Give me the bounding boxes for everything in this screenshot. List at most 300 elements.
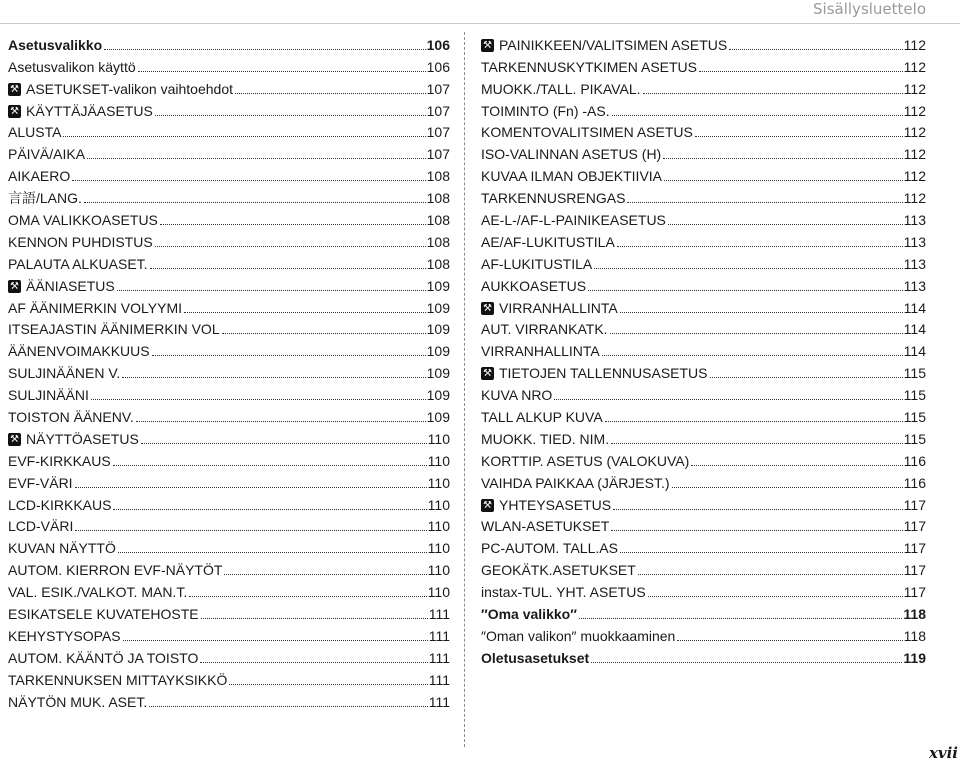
toc-entry-label-wrap bbox=[481, 146, 661, 163]
dot-leader bbox=[643, 93, 903, 94]
toc-entry-page: 115 bbox=[903, 430, 926, 447]
toc-entry[interactable] bbox=[8, 207, 450, 229]
toc-entry-label: ″Oma valikko″ bbox=[481, 606, 577, 623]
toc-entry-page: 116 bbox=[903, 474, 926, 491]
toc-entry-label: VAIHDA PAIKKAA (JÄRJEST.) bbox=[481, 474, 670, 491]
toc-entry-page: 113 bbox=[903, 233, 926, 250]
toc-entry-label-wrap bbox=[481, 365, 708, 382]
toc-entry-label: TIETOJEN TALLENNUSASETUS bbox=[499, 365, 708, 382]
toc-entry[interactable] bbox=[481, 448, 926, 470]
toc-entry-label-wrap bbox=[8, 475, 73, 492]
settings-wrench-icon: ⚒ bbox=[8, 83, 21, 96]
dot-leader bbox=[588, 290, 903, 291]
toc-entry-label: AF ÄÄNIMERKIN VOLYYMI bbox=[8, 299, 182, 316]
toc-entry-page: 110 bbox=[427, 540, 450, 557]
toc-entry-page: 110 bbox=[427, 562, 450, 579]
toc-entry-label-wrap bbox=[8, 190, 82, 207]
toc-entry[interactable] bbox=[481, 579, 926, 601]
toc-entry-label: KUVA NRO bbox=[481, 387, 553, 404]
toc-entry-label-wrap bbox=[481, 321, 608, 338]
dot-leader bbox=[160, 224, 426, 225]
toc-entry-page: 112 bbox=[903, 58, 926, 75]
toc-entry-page: 106 bbox=[426, 36, 450, 53]
toc-entry-label-wrap bbox=[8, 124, 61, 141]
toc-entry[interactable] bbox=[8, 689, 450, 711]
toc-entry-label: TARKENNUSRENGAS bbox=[481, 190, 626, 207]
dot-leader bbox=[91, 399, 426, 400]
toc-entry-label-wrap bbox=[481, 256, 592, 273]
dot-leader bbox=[113, 465, 427, 466]
toc-entry[interactable] bbox=[8, 557, 450, 579]
toc-entry[interactable] bbox=[481, 382, 926, 404]
toc-entry[interactable] bbox=[481, 32, 926, 54]
toc-entry-label-wrap bbox=[8, 584, 187, 601]
toc-entry-page: 107 bbox=[426, 146, 450, 163]
toc-entry[interactable] bbox=[8, 251, 450, 273]
toc-entry-label: KENNON PUHDISTUS bbox=[8, 233, 153, 250]
toc-entry-label-wrap bbox=[8, 409, 134, 426]
toc-entry[interactable] bbox=[481, 54, 926, 76]
dot-leader bbox=[155, 246, 426, 247]
dot-leader bbox=[591, 662, 902, 663]
toc-entry-label: MUOKK./TALL. PIKAVAL. bbox=[481, 80, 641, 97]
toc-entry-label-wrap bbox=[481, 431, 609, 448]
toc-entry[interactable] bbox=[481, 338, 926, 360]
toc-entry[interactable] bbox=[8, 32, 450, 54]
toc-entry[interactable] bbox=[8, 470, 450, 492]
toc-entry[interactable] bbox=[8, 404, 450, 426]
toc-entry-page: 112 bbox=[903, 168, 926, 185]
toc-entry[interactable] bbox=[481, 207, 926, 229]
dot-leader bbox=[620, 552, 903, 553]
toc-column-left bbox=[8, 32, 450, 711]
toc-entry-page: 111 bbox=[428, 606, 450, 623]
toc-entry-label-wrap bbox=[8, 628, 121, 645]
toc-entry-label: EVF-VÄRI bbox=[8, 474, 73, 491]
toc-entry[interactable] bbox=[481, 623, 926, 645]
toc-entry-label: PALAUTA ALKUASET. bbox=[8, 255, 148, 272]
toc-entry-page: 113 bbox=[903, 212, 926, 229]
dot-leader bbox=[605, 421, 903, 422]
toc-entry-label: PÄIVÄ/AIKA bbox=[8, 146, 86, 163]
toc-entry-label-wrap bbox=[8, 37, 102, 54]
toc-entry[interactable] bbox=[8, 535, 450, 557]
toc-entry[interactable] bbox=[8, 667, 450, 689]
toc-entry-label-wrap bbox=[481, 212, 666, 229]
toc-entry-page: 108 bbox=[426, 233, 450, 250]
toc-entry[interactable] bbox=[8, 601, 450, 623]
toc-entry-label-wrap bbox=[8, 234, 153, 251]
toc-entry[interactable] bbox=[481, 295, 926, 317]
toc-entry-page: 112 bbox=[903, 190, 926, 207]
dot-leader bbox=[610, 333, 903, 334]
toc-entry-page: 109 bbox=[426, 365, 450, 382]
toc-entry-label: EVF-KIRKKAUS bbox=[8, 452, 111, 469]
dot-leader bbox=[138, 71, 426, 72]
toc-entry[interactable] bbox=[481, 251, 926, 273]
toc-entry[interactable] bbox=[481, 76, 926, 98]
toc-entry-label: VIRRANHALLINTA bbox=[499, 299, 618, 316]
toc-entry-label: AF-LUKITUSTILA bbox=[481, 255, 593, 272]
toc-entry-label: PAINIKKEEN/VALITSIMEN ASETUS bbox=[499, 36, 728, 53]
dot-leader bbox=[627, 202, 902, 203]
dot-leader bbox=[235, 93, 426, 94]
toc-entry-label: TARKENNUKSEN MITTAYKSIKKÖ bbox=[8, 671, 228, 688]
toc-entry-label-wrap bbox=[481, 37, 727, 54]
toc-entry-label: NÄYTÖN MUK. ASET. bbox=[8, 693, 148, 710]
toc-entry[interactable] bbox=[481, 273, 926, 295]
toc-entry[interactable] bbox=[481, 163, 926, 185]
toc-entry-label: instax-TUL. YHT. ASETUS bbox=[481, 584, 646, 601]
dot-leader bbox=[104, 49, 425, 50]
toc-entry-page: 107 bbox=[426, 80, 450, 97]
toc-entry-label: ″Oman valikon″ muokkaaminen bbox=[481, 627, 676, 644]
toc-entry-label-wrap bbox=[8, 650, 198, 667]
toc-entry-label-wrap bbox=[8, 321, 220, 338]
toc-entry-label-wrap bbox=[8, 453, 111, 470]
dot-leader bbox=[611, 530, 902, 531]
toc-entry-label: 言語/LANG. bbox=[8, 190, 82, 207]
toc-entry-page: 114 bbox=[903, 321, 926, 338]
toc-entry[interactable] bbox=[481, 645, 926, 667]
toc-entry[interactable] bbox=[481, 601, 926, 623]
dot-leader bbox=[672, 487, 903, 488]
dot-leader bbox=[648, 596, 903, 597]
toc-entry[interactable] bbox=[8, 338, 450, 360]
toc-entry[interactable] bbox=[8, 492, 450, 514]
toc-entry-label-wrap bbox=[8, 212, 158, 229]
toc-entry-page: 118 bbox=[903, 606, 926, 623]
toc-entry-label: AE/AF-LUKITUSTILA bbox=[481, 233, 615, 250]
toc-entry-page: 109 bbox=[426, 321, 450, 338]
dot-leader bbox=[691, 465, 902, 466]
settings-wrench-icon: ⚒ bbox=[481, 367, 494, 380]
toc-entry[interactable] bbox=[8, 185, 450, 207]
settings-wrench-icon: ⚒ bbox=[481, 499, 494, 512]
toc-entry-label: WLAN-ASETUKSET bbox=[481, 518, 610, 535]
toc-entry[interactable] bbox=[8, 645, 450, 667]
toc-entry-label: ESIKATSELE KUVATEHOSTE bbox=[8, 606, 199, 623]
toc-entry-label: Oletusasetukset bbox=[481, 649, 590, 666]
settings-wrench-icon: ⚒ bbox=[481, 39, 494, 52]
toc-entry-page: 112 bbox=[903, 80, 926, 97]
toc-entry[interactable] bbox=[8, 579, 450, 601]
toc-entry-label-wrap bbox=[8, 59, 136, 76]
toc-entry-page: 111 bbox=[428, 671, 450, 688]
toc-entry-page: 117 bbox=[903, 562, 926, 579]
toc-entry-page: 118 bbox=[903, 627, 926, 644]
toc-entry-label-wrap bbox=[8, 497, 111, 514]
dot-leader bbox=[699, 71, 903, 72]
dot-leader bbox=[149, 706, 427, 707]
toc-entry-page: 115 bbox=[903, 409, 926, 426]
toc-entry-label-wrap bbox=[481, 606, 577, 623]
dot-leader bbox=[602, 355, 903, 356]
toc-entry-page: 111 bbox=[428, 649, 450, 666]
toc-entry[interactable] bbox=[8, 141, 450, 163]
toc-entry-label: AE-L-/AF-L-PAINIKEASETUS bbox=[481, 212, 666, 229]
toc-entry-label-wrap bbox=[8, 300, 182, 317]
toc-entry-label-wrap bbox=[481, 540, 618, 557]
dot-leader bbox=[113, 509, 426, 510]
toc-entry-label-wrap bbox=[481, 628, 675, 645]
toc-entry-label-wrap bbox=[481, 562, 636, 579]
dot-leader bbox=[118, 552, 427, 553]
toc-entry-label: PC-AUTOM. TALL.AS bbox=[481, 540, 618, 557]
toc-entry-label-wrap bbox=[481, 409, 603, 426]
toc-entry-label-wrap bbox=[481, 234, 615, 251]
toc-entry-label-wrap bbox=[481, 650, 589, 667]
toc-entry-label-wrap bbox=[8, 562, 222, 579]
toc-entry[interactable] bbox=[8, 98, 450, 120]
toc-entry-label-wrap bbox=[481, 278, 586, 295]
toc-entry-page: 112 bbox=[903, 36, 926, 53]
dot-leader bbox=[189, 596, 426, 597]
toc-entry-page: 112 bbox=[903, 124, 926, 141]
toc-entry-label: VAL. ESIK./VALKOT. MAN.T. bbox=[8, 584, 188, 601]
toc-entry-label-wrap bbox=[8, 146, 85, 163]
dot-leader bbox=[663, 158, 902, 159]
toc-entry[interactable] bbox=[481, 141, 926, 163]
toc-entry-label: ASETUKSET-valikon vaihtoehdot bbox=[26, 80, 233, 97]
toc-entry-label-wrap bbox=[481, 103, 610, 120]
toc-entry-page: 112 bbox=[903, 102, 926, 119]
toc-entry-page: 114 bbox=[903, 299, 926, 316]
toc-entry-label: SULJINÄÄNI bbox=[8, 387, 89, 404]
dot-leader bbox=[620, 312, 903, 313]
settings-wrench-icon: ⚒ bbox=[8, 105, 21, 118]
settings-wrench-icon: ⚒ bbox=[8, 280, 21, 293]
dot-leader bbox=[75, 530, 426, 531]
toc-entry-page: 117 bbox=[903, 540, 926, 557]
toc-entry-label: KORTTIP. ASETUS (VALOKUVA) bbox=[481, 452, 690, 469]
toc-entry[interactable] bbox=[8, 360, 450, 382]
dot-leader bbox=[612, 115, 903, 116]
toc-entry-page: 108 bbox=[426, 255, 450, 272]
dot-leader bbox=[594, 268, 902, 269]
toc-entry-label: NÄYTTÖASETUS bbox=[26, 430, 139, 447]
toc-entry-label-wrap bbox=[8, 540, 116, 557]
toc-entry-page: 112 bbox=[903, 146, 926, 163]
toc-entry[interactable] bbox=[8, 426, 450, 448]
settings-wrench-icon: ⚒ bbox=[481, 302, 494, 315]
toc-entry-label-wrap bbox=[8, 672, 227, 689]
toc-entry-page: 107 bbox=[426, 102, 450, 119]
toc-entry-label-wrap bbox=[8, 343, 150, 360]
dot-leader bbox=[84, 202, 426, 203]
toc-entry-page: 119 bbox=[903, 649, 926, 666]
settings-wrench-icon: ⚒ bbox=[8, 433, 21, 446]
toc-entry-page: 111 bbox=[428, 693, 450, 710]
dot-leader bbox=[75, 487, 427, 488]
toc-entry-label: TALL ALKUP KUVA bbox=[481, 409, 603, 426]
toc-entry[interactable] bbox=[481, 426, 926, 448]
toc-entry-page: 109 bbox=[426, 409, 450, 426]
toc-entry-page: 109 bbox=[426, 343, 450, 360]
toc-entry[interactable] bbox=[8, 273, 450, 295]
toc-entry[interactable] bbox=[8, 317, 450, 339]
toc-entry-label-wrap bbox=[481, 168, 662, 185]
dot-leader bbox=[579, 618, 903, 619]
dot-leader bbox=[224, 574, 426, 575]
toc-entry[interactable] bbox=[8, 54, 450, 76]
toc-entry-label: KUVAN NÄYTTÖ bbox=[8, 540, 116, 557]
dot-leader bbox=[229, 684, 427, 685]
toc-entry-label: YHTEYSASETUS bbox=[499, 496, 612, 513]
toc-entry-page: 115 bbox=[903, 387, 926, 404]
toc-entry[interactable] bbox=[481, 120, 926, 142]
toc-entry-label: KEHYSTYSOPAS bbox=[8, 627, 121, 644]
toc-entry[interactable] bbox=[8, 120, 450, 142]
toc-entry[interactable] bbox=[8, 448, 450, 470]
toc-entry-label-wrap bbox=[481, 475, 670, 492]
dot-leader bbox=[122, 377, 425, 378]
dot-leader bbox=[150, 268, 426, 269]
toc-entry[interactable] bbox=[481, 535, 926, 557]
toc-entry-label: LCD-VÄRI bbox=[8, 518, 74, 535]
toc-entry-label: ITSEAJASTIN ÄÄNIMERKIN VOL bbox=[8, 321, 220, 338]
dot-leader bbox=[63, 136, 425, 137]
toc-entry-label: OMA VALIKKOASETUS bbox=[8, 212, 158, 229]
dot-leader bbox=[617, 246, 903, 247]
toc-column-right bbox=[481, 32, 926, 667]
toc-entry-label-wrap bbox=[481, 584, 646, 601]
toc-entry-label: KOMENTOVALITSIMEN ASETUS bbox=[481, 124, 693, 141]
toc-entry-label-wrap bbox=[481, 81, 641, 98]
toc-entry-page: 116 bbox=[903, 452, 926, 469]
toc-entry-page: 108 bbox=[426, 168, 450, 185]
toc-entry-page: 111 bbox=[428, 627, 450, 644]
toc-entry-label-wrap bbox=[8, 694, 147, 711]
toc-entry-label-wrap bbox=[481, 59, 697, 76]
toc-entry-label: LCD-KIRKKAUS bbox=[8, 496, 112, 513]
toc-entry-label: Asetusvalikon käyttö bbox=[8, 58, 136, 75]
toc-entry-label: ÄÄNIASETUS bbox=[26, 277, 115, 294]
dot-leader bbox=[611, 443, 903, 444]
toc-entry-page: 109 bbox=[426, 277, 450, 294]
header-rule bbox=[0, 23, 960, 24]
toc-entry[interactable] bbox=[481, 557, 926, 579]
toc-entry[interactable] bbox=[8, 623, 450, 645]
toc-entry-page: 108 bbox=[426, 190, 450, 207]
toc-entry-page: 110 bbox=[427, 474, 450, 491]
toc-entry-label: AUTOM. KIERRON EVF-NÄYTÖT bbox=[8, 562, 223, 579]
dot-leader bbox=[201, 618, 428, 619]
page-number: xvii bbox=[928, 744, 958, 762]
toc-entry[interactable] bbox=[8, 514, 450, 536]
dot-leader bbox=[152, 355, 426, 356]
toc-entry-label: MUOKK. TIED. NIM. bbox=[481, 430, 610, 447]
toc-entry-label: ISO-VALINNAN ASETUS (H) bbox=[481, 146, 662, 163]
toc-entry[interactable] bbox=[8, 295, 450, 317]
toc-entry[interactable] bbox=[481, 470, 926, 492]
toc-entry[interactable] bbox=[481, 317, 926, 339]
toc-entry-label: AUKKOASETUS bbox=[481, 277, 587, 294]
dot-leader bbox=[554, 399, 902, 400]
toc-entry[interactable] bbox=[8, 229, 450, 251]
toc-entry-label-wrap bbox=[481, 497, 611, 514]
toc-entry-label-wrap bbox=[8, 431, 139, 448]
toc-entry-label-wrap bbox=[8, 365, 120, 382]
toc-entry[interactable] bbox=[8, 76, 450, 98]
dot-leader bbox=[729, 49, 902, 50]
dot-leader bbox=[664, 180, 903, 181]
toc-entry-label-wrap bbox=[8, 606, 199, 623]
toc-entry-label: ALUSTA bbox=[8, 124, 62, 141]
toc-entry-label-wrap bbox=[8, 256, 148, 273]
toc-entry-label: KUVAA ILMAN OBJEKTIIVIA bbox=[481, 168, 663, 185]
toc-entry-page: 110 bbox=[427, 430, 450, 447]
toc-entry[interactable] bbox=[481, 514, 926, 536]
toc-entry-page: 110 bbox=[427, 496, 450, 513]
toc-entry-page: 113 bbox=[903, 255, 926, 272]
toc-entry-page: 113 bbox=[903, 277, 926, 294]
dot-leader bbox=[668, 224, 903, 225]
toc-entry-label: VIRRANHALLINTA bbox=[481, 343, 600, 360]
toc-entry-label-wrap bbox=[8, 81, 233, 98]
dot-leader bbox=[87, 158, 426, 159]
toc-entry-label: TOIMINTO (Fn) -AS. bbox=[481, 102, 610, 119]
toc-entry-label-wrap bbox=[8, 387, 89, 404]
toc-entry-page: 110 bbox=[427, 518, 450, 535]
toc-entry-label: SULJINÄÄNEN V. bbox=[8, 365, 121, 382]
toc-entry-label-wrap bbox=[8, 518, 73, 535]
toc-entry[interactable] bbox=[8, 382, 450, 404]
dot-leader bbox=[613, 509, 903, 510]
dot-leader bbox=[136, 421, 426, 422]
toc-entry-page: 117 bbox=[903, 496, 926, 513]
toc-entry-page: 110 bbox=[427, 584, 450, 601]
section-title: Sisällysluettelo bbox=[813, 0, 926, 18]
toc-entry-label-wrap bbox=[8, 168, 70, 185]
toc-entry-label: AUT. VIRRANKATK. bbox=[481, 321, 608, 338]
toc-entry-label: AIKAERO bbox=[8, 168, 71, 185]
toc-entry-label-wrap bbox=[8, 278, 115, 295]
dot-leader bbox=[200, 662, 427, 663]
toc-entry-page: 107 bbox=[426, 124, 450, 141]
toc-entry-label: TOISTON ÄÄNENV. bbox=[8, 409, 134, 426]
toc-entry[interactable] bbox=[481, 98, 926, 120]
toc-entry-page: 109 bbox=[426, 299, 450, 316]
toc-entry[interactable] bbox=[481, 185, 926, 207]
toc-entry[interactable] bbox=[481, 404, 926, 426]
dot-leader bbox=[117, 290, 426, 291]
toc-entry[interactable] bbox=[8, 163, 450, 185]
toc-entry-label: ÄÄNENVOIMAKKUUS bbox=[8, 343, 150, 360]
toc-entry[interactable] bbox=[481, 229, 926, 251]
toc-entry-label: AUTOM. KÄÄNTÖ JA TOISTO bbox=[8, 649, 199, 666]
toc-entry-page: 117 bbox=[903, 584, 926, 601]
toc-entry-label: Asetusvalikko bbox=[8, 36, 103, 53]
toc-entry-page: 117 bbox=[903, 518, 926, 535]
toc-entry-page: 114 bbox=[903, 343, 926, 360]
toc-entry-label-wrap bbox=[481, 518, 609, 535]
dot-leader bbox=[141, 443, 427, 444]
toc-entry[interactable] bbox=[481, 360, 926, 382]
toc-entry-label-wrap bbox=[8, 103, 153, 120]
toc-entry-page: 110 bbox=[427, 452, 450, 469]
toc-entry-label-wrap bbox=[481, 190, 625, 207]
dot-leader bbox=[710, 377, 903, 378]
toc-entry-label-wrap bbox=[481, 453, 689, 470]
dot-leader bbox=[222, 333, 426, 334]
toc-entry[interactable] bbox=[481, 492, 926, 514]
toc-entry-label: GEOKÄTK.ASETUKSET bbox=[481, 562, 636, 579]
toc-entry-page: 108 bbox=[426, 212, 450, 229]
column-divider bbox=[464, 32, 465, 747]
toc-entry-label-wrap bbox=[481, 124, 693, 141]
toc-entry-label: TARKENNUSKYTKIMEN ASETUS bbox=[481, 58, 698, 75]
